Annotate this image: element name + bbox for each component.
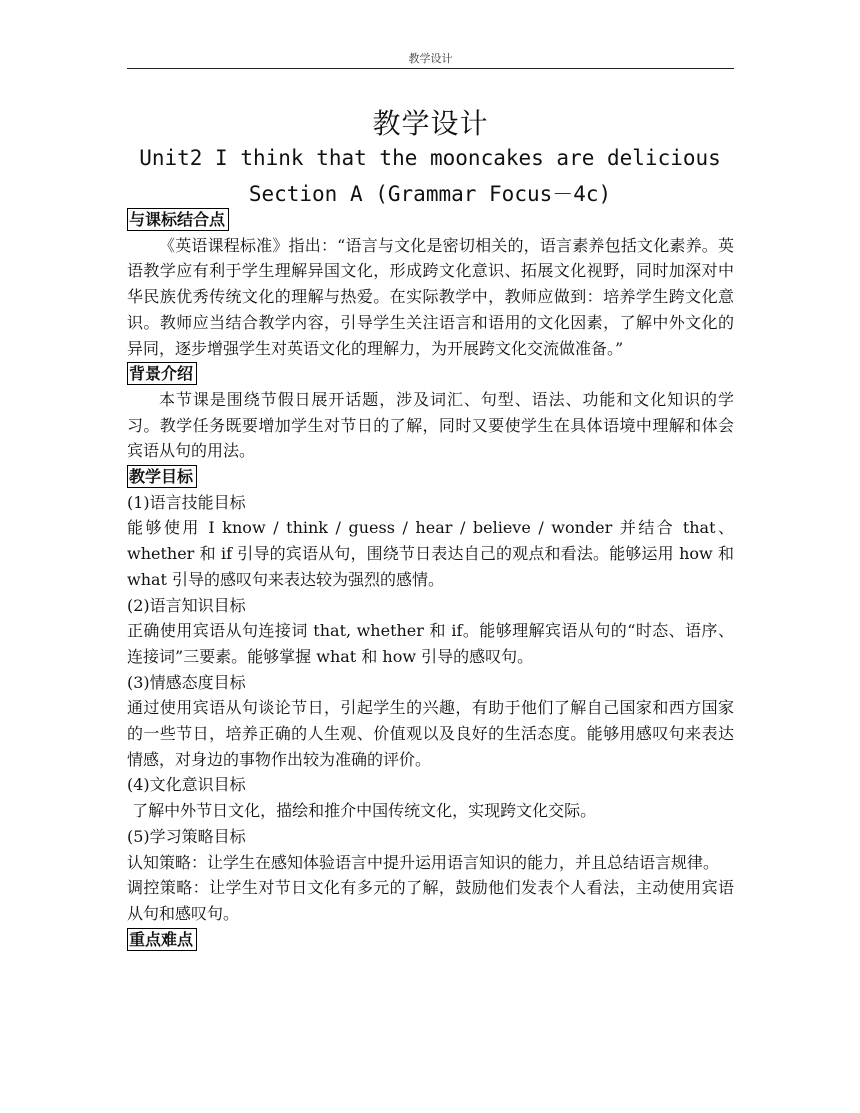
section-heading-key-points: 重点难点 bbox=[127, 928, 197, 951]
section-heading-objectives: 教学目标 bbox=[127, 465, 197, 488]
objective-5-title: (5)学习策略目标 bbox=[127, 826, 246, 846]
objective-4-title: (4)文化意识目标 bbox=[127, 775, 246, 795]
objective-5-text-regulation: 调控策略：让学生对节日文化有多元的了解，鼓励他们发表个人看法，主动使用宾语从句和感叹句。 bbox=[127, 878, 734, 923]
objective-5-text-cognitive: 认知策略：让学生在感知体验语言中提升运用语言知识的能力，并且总结语言规律。 bbox=[127, 852, 720, 872]
document-title: 教学设计 bbox=[372, 107, 489, 140]
objective-1-title: (1)语言技能目标 bbox=[127, 492, 246, 512]
objective-3-title: (3)情感态度目标 bbox=[127, 672, 246, 692]
section-heading-background: 背景介绍 bbox=[127, 362, 197, 385]
section-title: Section A (Grammar Focus－4c) bbox=[248, 182, 612, 206]
background-paragraph: 本节课是围绕节假日展开话题，涉及词汇、句型、语法、功能和文化知识的学习。教学任务既要增加学生对节日的了解，同时又要使学生在具体语境中理解和体会宾语从句的用法。 bbox=[127, 389, 734, 461]
unit-title: Unit2 I think that the mooncakes are delicious bbox=[139, 146, 721, 170]
document-body bbox=[127, 207, 734, 952]
objective-4-text: 了解中外节日文化，描绘和推介中国传统文化，实现跨文化交际。 bbox=[127, 801, 597, 821]
section-heading-curriculum: 与课标结合点 bbox=[127, 208, 229, 231]
page-header: 教学设计 bbox=[408, 52, 453, 65]
objective-1-text: 能够使用 I know / think / guess / hear / believe / wonder 并结合 that、whether 和 if 引导的宾语从句，围绕节日表达自己的观点和看法。能够运用 how 和 what 引导的感叹句来表达较为强烈的感情。 bbox=[127, 518, 734, 589]
header-rule bbox=[127, 68, 734, 69]
curriculum-paragraph: 《英语课程标准》指出：“语言与文化是密切相关的，语言素养包括文化素养。英语教学应有利于学生理解异国文化，形成跨文化意识、拓展文化视野，同时加深对中华民族优秀传统文化的理解与热爱。在实际教学中，教师应做到：培养学生跨文化意识。教师应当结合教学内容，引导学生关注语言和语用的文化因素，了解中外文化的异同，逐步增强学生对英语文化的理解力，为开展跨文化交流做准备。” bbox=[127, 235, 734, 358]
objective-3-text: 通过使用宾语从句谈论节日，引起学生的兴趣，有助于他们了解自己国家和西方国家的一些节日，培养正确的人生观、价值观以及良好的生活态度。能够用感叹句来表达情感，对身边的事物作出较为准确的评价。 bbox=[127, 698, 734, 769]
objective-2-text: 正确使用宾语从句连接词 that, whether 和 if。能够理解宾语从句的“时态、语序、连接词”三要素。能够掌握 what 和 how 引导的感叹句。 bbox=[127, 621, 734, 666]
objective-2-title: (2)语言知识目标 bbox=[127, 595, 246, 615]
